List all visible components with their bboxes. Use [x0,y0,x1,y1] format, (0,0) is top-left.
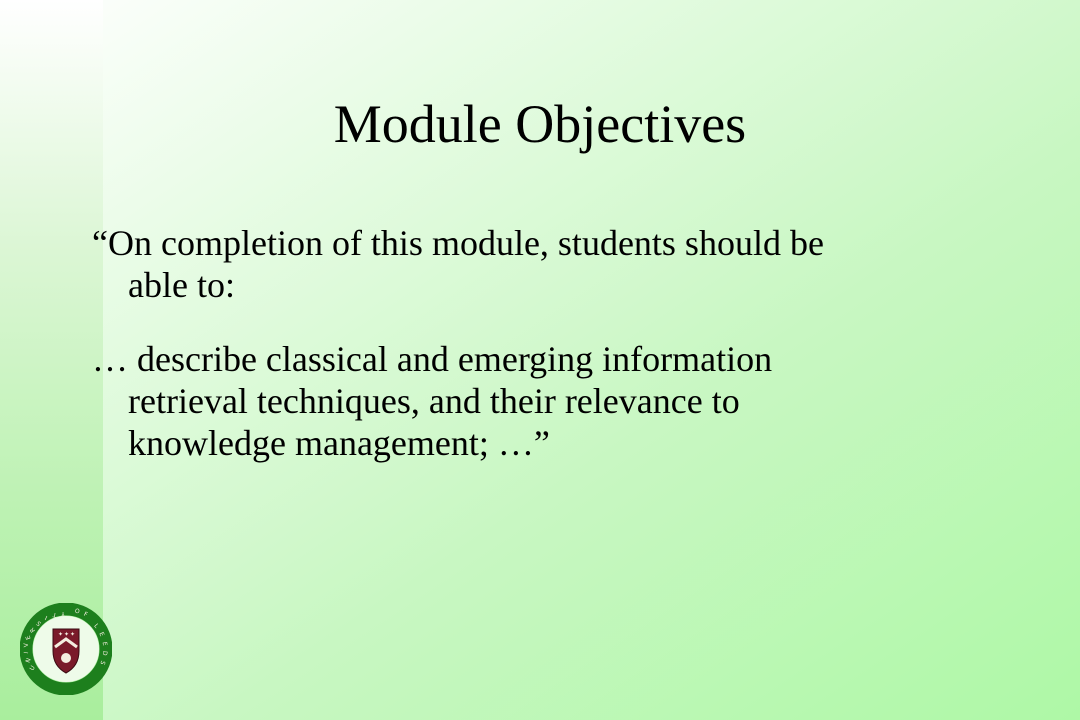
svg-text:N: N [24,657,33,664]
svg-text:E: E [24,634,33,641]
objective-detail [92,338,992,464]
svg-text:✦: ✦ [58,631,64,638]
intro-line-2: able to: [128,265,235,305]
intro-line-1: “On completion of this module, students should be [92,223,824,263]
svg-text:I: I [22,651,31,655]
svg-text:S: S [98,659,107,666]
university-crest-icon [20,603,112,695]
svg-text:✦: ✦ [64,631,70,638]
slide-title: Module Objectives [333,94,747,154]
svg-text:L: L [92,622,100,630]
svg-text:V: V [22,642,31,648]
svg-text:Y: Y [61,610,65,617]
svg-text:S: S [35,619,43,628]
svg-text:U: U [28,664,37,672]
svg-text:✦: ✦ [70,631,76,638]
svg-text:I: I [44,613,49,621]
objective-intro [92,222,992,306]
svg-text:R: R [28,626,37,634]
svg-text:E: E [100,641,109,647]
svg-text:O: O [74,607,81,616]
detail-line-1: … describe classical and emerging information [92,339,773,379]
svg-text:T: T [52,610,58,619]
detail-line-2: retrieval techniques, and their relevance to [128,381,740,421]
svg-text:E: E [97,631,106,638]
detail-line-3: knowledge management; …” [128,423,550,463]
svg-text:D: D [100,650,109,656]
svg-text:F: F [82,610,89,619]
